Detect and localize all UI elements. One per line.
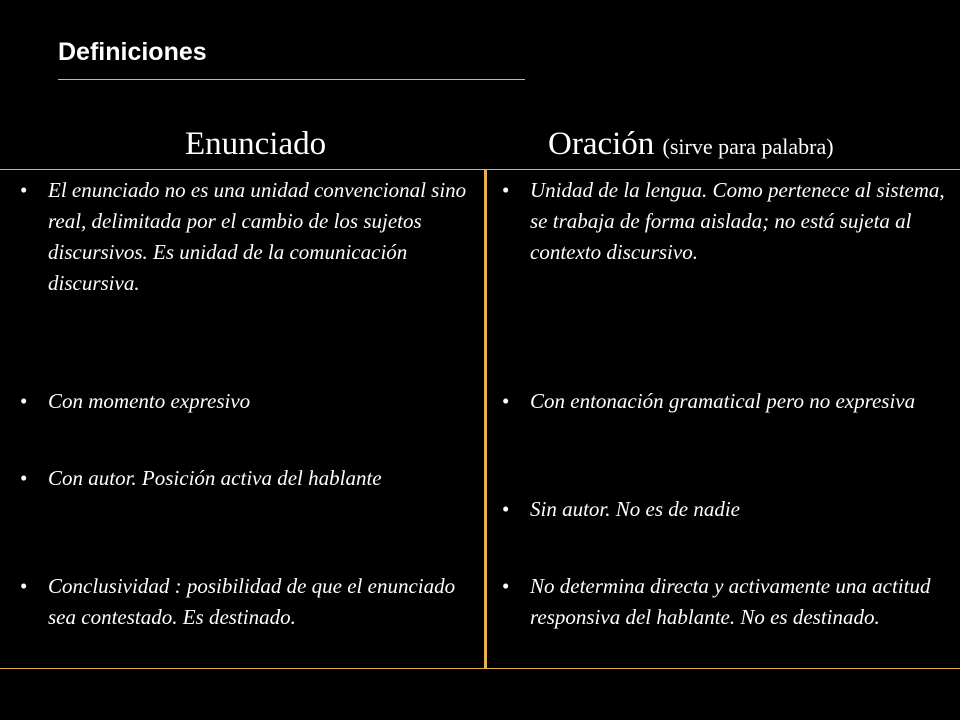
bullet: • xyxy=(20,574,28,598)
left-item-4 xyxy=(20,571,480,633)
right-item-text: Unidad de la lengua. Como pertenece al sistema, se trabaja de forma aislada; no está sujeta al contexto discursivo. xyxy=(530,178,945,264)
right-heading-main: Oración xyxy=(548,126,655,162)
right-item-3 xyxy=(502,494,950,525)
slide-title: Definiciones xyxy=(58,38,207,66)
right-heading-note: (sirve para palabra) xyxy=(662,134,834,159)
left-item-1 xyxy=(20,175,480,299)
bullet: • xyxy=(20,389,28,413)
bullet: • xyxy=(502,497,510,521)
right-item-text: No determina directa y activamente una actitud responsiva del hablante. No es destinado. xyxy=(530,574,931,629)
bullet: • xyxy=(20,466,28,490)
left-item-3 xyxy=(20,463,480,494)
bullet: • xyxy=(502,178,510,202)
left-heading: Enunciado xyxy=(185,126,327,162)
bullet: • xyxy=(502,389,510,413)
right-item-text: Sin autor. No es de nadie xyxy=(530,497,740,521)
right-item-text: Con entonación gramatical pero no expresiva xyxy=(530,389,916,413)
right-item-1 xyxy=(502,175,950,268)
bullet: • xyxy=(502,574,510,598)
title-underline xyxy=(58,79,525,80)
left-item-text: El enunciado no es una unidad convencional sino real, delimitada por el cambio de los sujetos discursivos. Es unidad de la comunicación discursiva. xyxy=(48,178,467,295)
bullet: • xyxy=(20,178,28,202)
right-item-2 xyxy=(502,386,950,417)
left-item-text: Conclusividad : posibilidad de que el enunciado sea contestado. Es destinado. xyxy=(48,574,456,629)
right-item-4 xyxy=(502,571,950,633)
right-heading xyxy=(548,126,834,163)
left-item-2 xyxy=(20,386,480,417)
left-item-text: Con autor. Posición activa del hablante xyxy=(48,466,382,490)
left-item-text: Con momento expresivo xyxy=(48,389,251,413)
